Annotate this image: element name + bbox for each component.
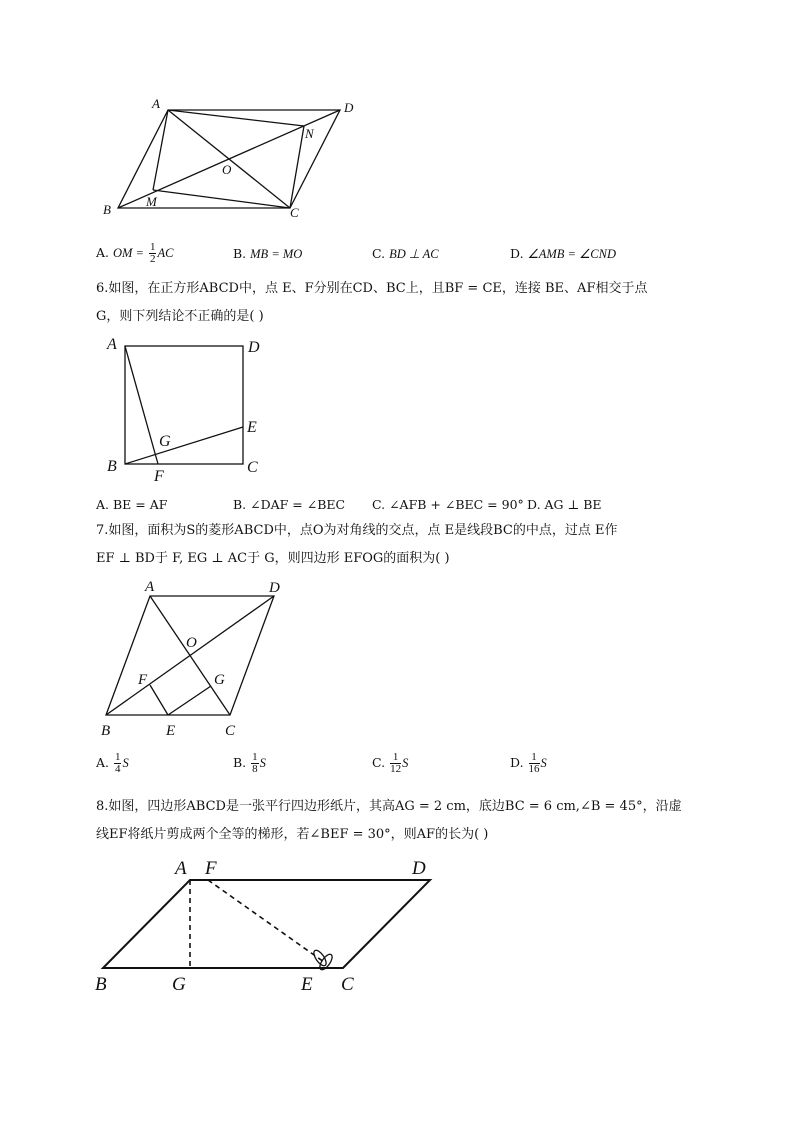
q5-option-c: C. BD ⊥ AC	[372, 246, 439, 261]
fig8-label-D: D	[412, 858, 426, 879]
fraction: $\frac{1}{4}$	[114, 751, 121, 775]
fig6-label-F: F	[154, 468, 164, 485]
fig8-label-E: E	[301, 974, 313, 995]
q6-option-b: B. ∠DAF = ∠BEC	[233, 497, 346, 512]
fig7-label-C: C	[225, 723, 236, 739]
q8-line-1: 8.如图，四边形ABCD是一张平行四边形纸片，其高AG = 2 cm，底边BC = 6 cm,∠B = 45°，沿虚	[96, 799, 682, 814]
fig7-label-A: A	[145, 579, 155, 595]
fig6-label-A: A	[107, 336, 117, 353]
fig7-label-F: F	[138, 672, 148, 688]
fig5-label-A: A	[152, 96, 160, 111]
fraction: $\frac{1}{2}$	[149, 241, 156, 265]
fig6-label-D: D	[248, 339, 260, 356]
q7-option-d: D. $\frac{1}{16}$ S	[510, 751, 547, 775]
q6-line-2: G，则下列结论不正确的是( )	[96, 309, 264, 324]
q6-option-c: C. ∠AFB + ∠BEC = 90°	[372, 497, 524, 512]
fig8-label-F: F	[205, 858, 217, 879]
fig5-label-D: D	[344, 100, 354, 115]
q6-line-1: 6.如图，在正方形ABCD中，点 E、F分别在CD、BC上，且BF = CE，连接 BE、AF相交于点	[96, 281, 648, 296]
q6-option-a: A. BE = AF	[96, 497, 168, 512]
q8-line-2: 线EF将纸片剪成两个全等的梯形，若∠BEF = 30°，则AF的长为( )	[96, 827, 489, 842]
fig7-label-E: E	[166, 723, 176, 739]
fig5-label-O: O	[222, 162, 232, 177]
fig5-label-N: N	[305, 126, 314, 141]
q5-option-b: B. MB = MO	[233, 246, 303, 261]
fig5-label-M: M	[146, 194, 157, 209]
q7-option-a: A. $\frac{1}{4}$ S	[96, 751, 129, 775]
fig6-label-B: B	[107, 458, 117, 475]
fraction: $\frac{1}{8}$	[252, 751, 258, 775]
q7-option-b: B. $\frac{1}{8}$ S	[233, 751, 266, 775]
q7-option-c: C. $\frac{1}{12}$ S	[372, 751, 409, 775]
fraction: $\frac{1}{16}$	[528, 751, 540, 775]
q7-line-2: EF ⊥ BD于 F, EG ⊥ AC于 G，则四边形 EFOG的面积为( )	[96, 551, 450, 566]
fig5-label-C: C	[290, 205, 299, 220]
fig5-label-B: B	[103, 202, 111, 217]
fig8-label-C: C	[341, 974, 354, 995]
fig7-label-G: G	[214, 672, 225, 688]
q6-option-d: D. AG ⊥ BE	[527, 497, 602, 512]
q7-line-1: 7.如图，面积为S的菱形ABCD中，点O为对角线的交点，点 E是线段BC的中点，过点 E作	[96, 523, 618, 538]
fig6-label-C: C	[247, 459, 258, 476]
fig8-label-A: A	[175, 858, 187, 879]
fig8-label-G: G	[172, 974, 186, 995]
fig6-label-E: E	[247, 419, 257, 436]
fig6-label-G: G	[159, 433, 171, 450]
fraction: $\frac{1}{12}$	[390, 751, 402, 775]
q5-option-d: D. ∠AMB = ∠CND	[510, 246, 617, 261]
fig7-label-B: B	[101, 723, 111, 739]
q5-option-a: A. OM = $\frac{1}{2}$ AC	[96, 241, 174, 265]
fig7-label-O: O	[186, 635, 197, 651]
fig7-label-D: D	[269, 580, 280, 596]
fig8-label-B: B	[95, 974, 107, 995]
